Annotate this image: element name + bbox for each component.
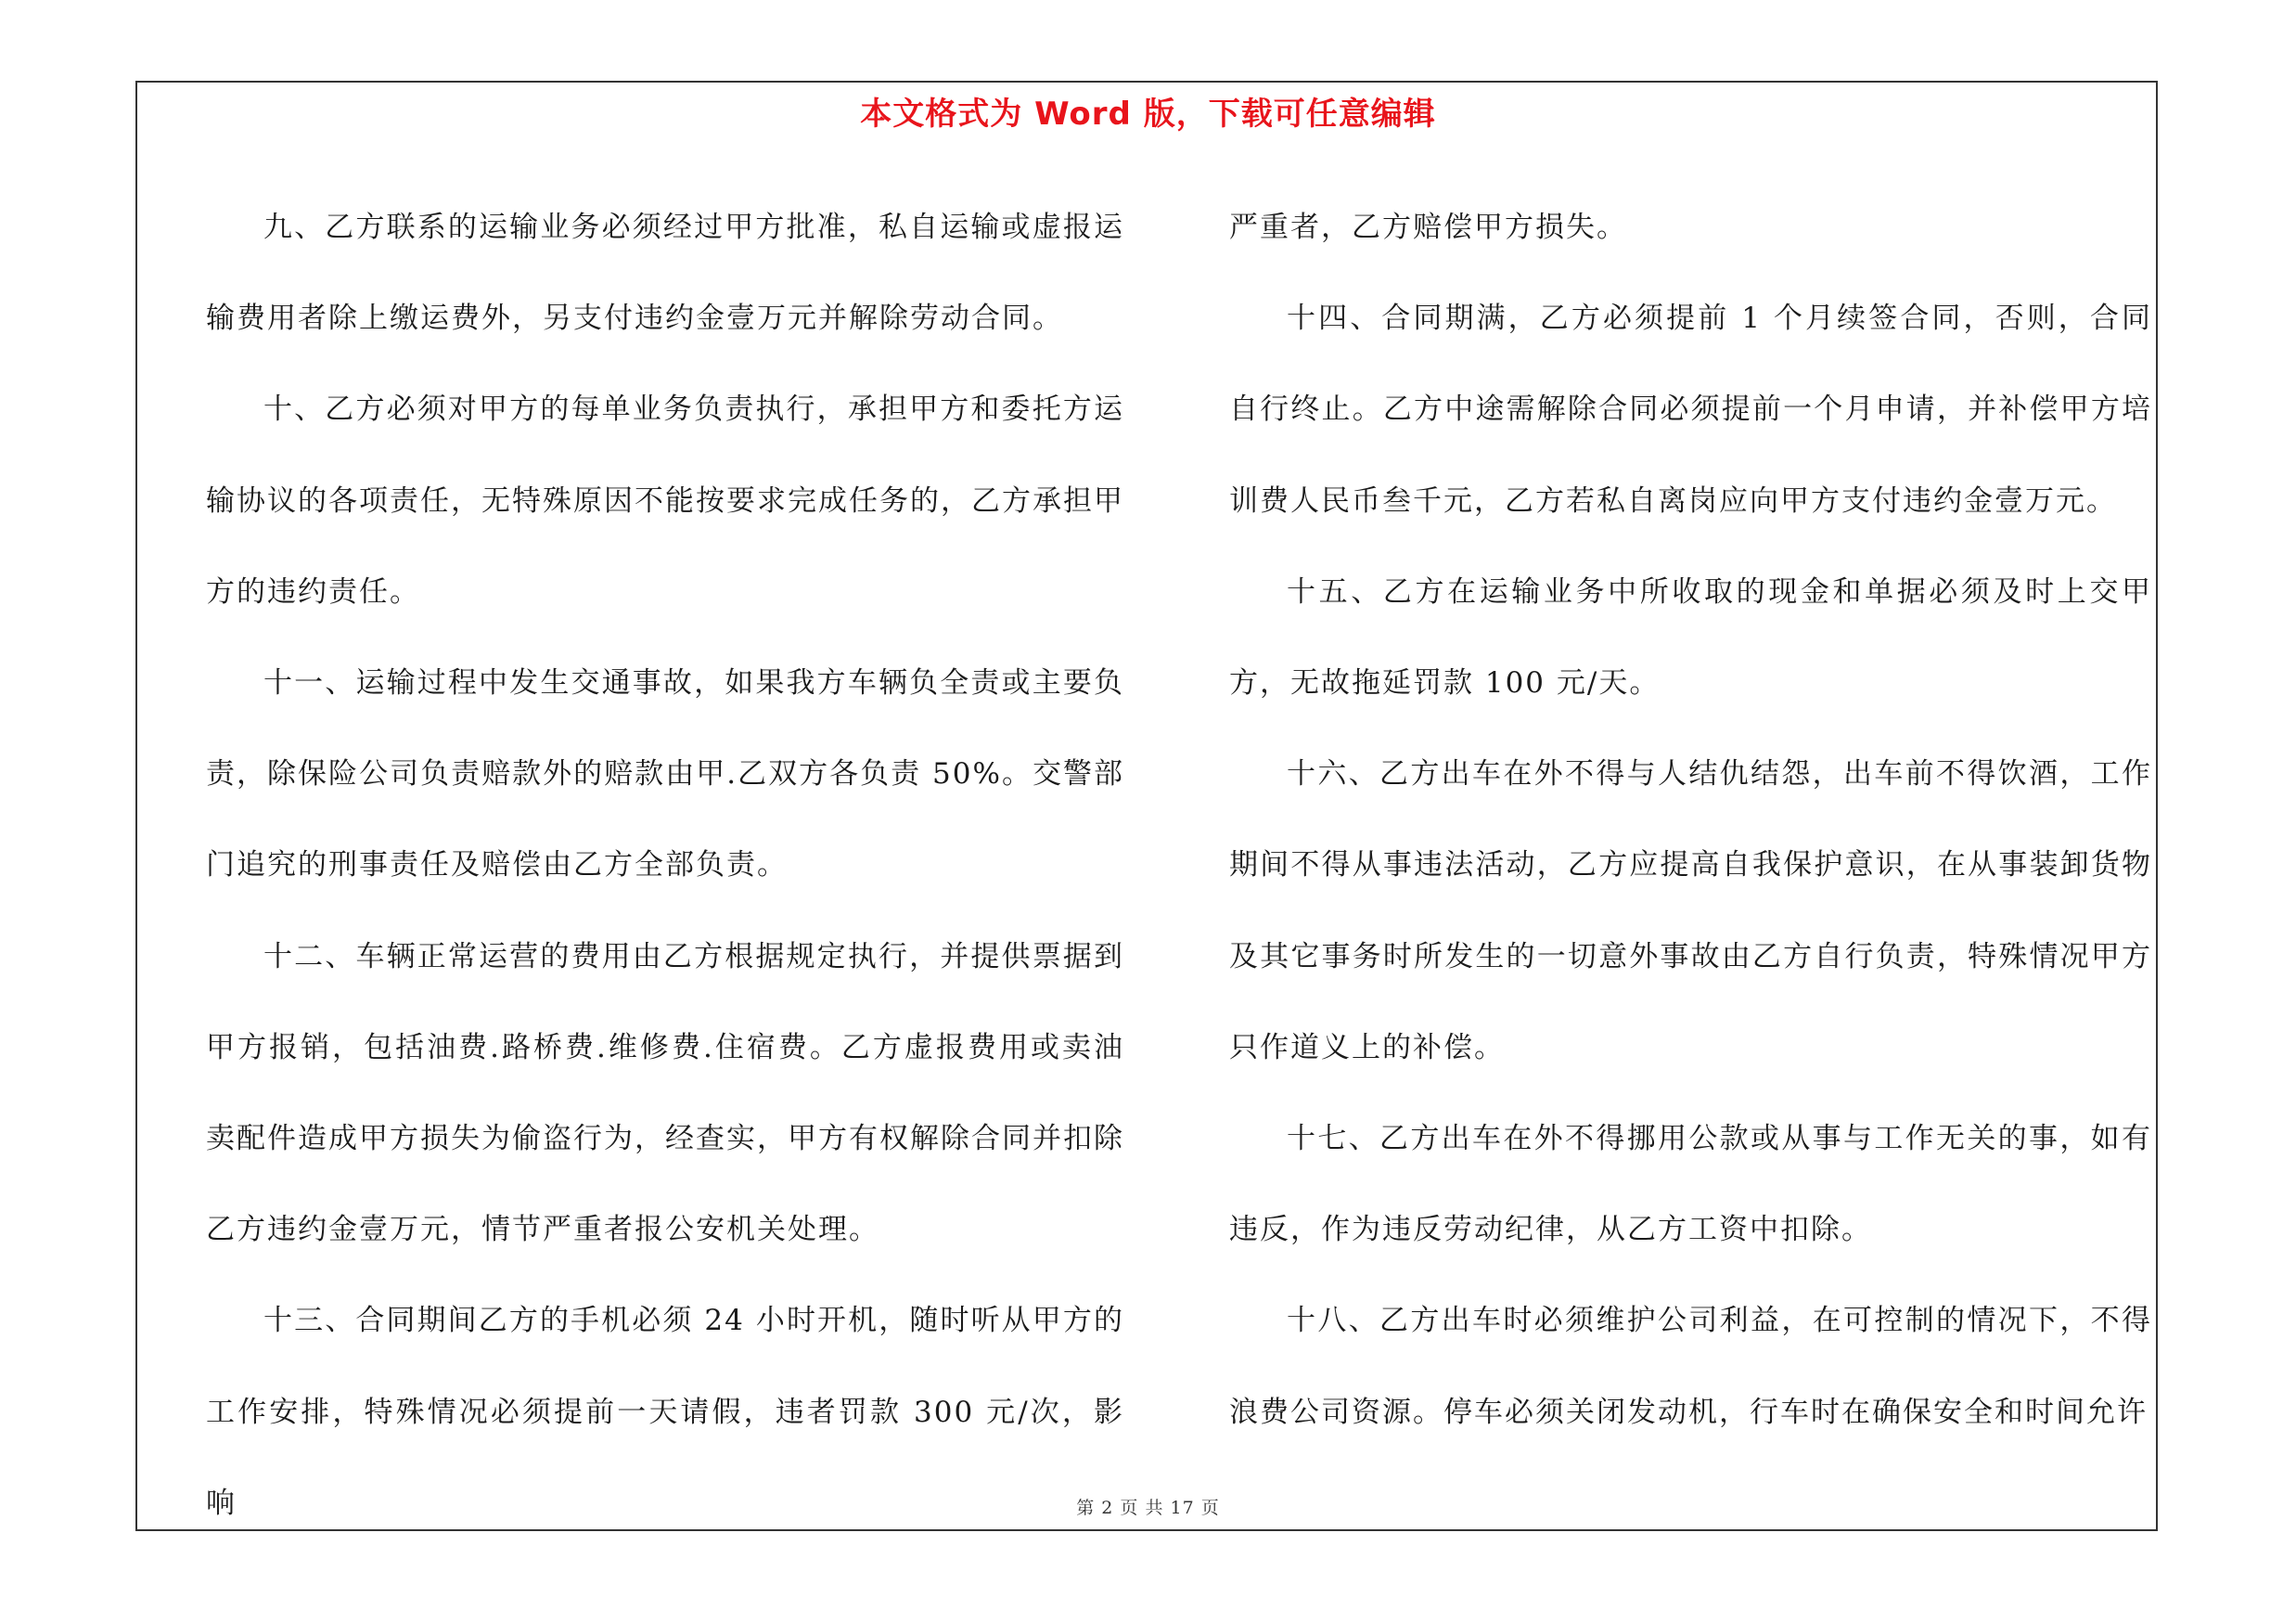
clause-16: 十六、乙方出车在外不得与人结仇结怨，出车前不得饮酒，工作期间不得从事违法活动，乙方应提高自我保护意识，在从事装卸货物及其它事务时所发生的一切意外事故由乙方自行负责，特殊情况甲方只作道义上的补偿。 [1229, 757, 2152, 1064]
clause-13-continuation: 严重者，乙方赔偿甲方损失。 [1229, 211, 1627, 244]
clause-14: 十四、合同期满，乙方必须提前 1 个月续签合同，否则，合同自行终止。乙方中途需解除合同必须提前一个月申请，并补偿甲方培训费人民币叁千元，乙方若私自离岗应向甲方支付违约金壹万元。 [1229, 302, 2152, 518]
clause-11: 十一、运输过程中发生交通事故，如果我方车辆负全责或主要负责，除保险公司负责赔款外的赔款由甲.乙双方各负责 50%。交警部门追究的刑事责任及赔偿由乙方全部负责。 [206, 666, 1124, 882]
clause-9: 九、乙方联系的运输业务必须经过甲方批准，私自运输或虚报运输费用者除上缴运费外，另支付违约金壹万元并解除劳动合同。 [206, 211, 1124, 336]
clause-18: 十八、乙方出车时必须维护公司利益，在可控制的情况下，不得浪费公司资源。停车必须关闭发动机，行车时在确保安全和时间允许 [1229, 1304, 2152, 1429]
format-notice-banner: 本文格式为 Word 版，下载可任意编辑 [860, 96, 1436, 133]
clause-12: 十二、车辆正常运营的费用由乙方根据规定执行，并提供票据到甲方报销，包括油费.路桥费.维修费.住宿费。乙方虚报费用或卖油卖配件造成甲方损失为偷盗行为，经查实，甲方有权解除合同并扣除乙方违约金壹万元，情节严重者报公安机关处理。 [206, 939, 1124, 1247]
clause-17: 十七、乙方出车在外不得挪用公款或从事与工作无关的事，如有违反，作为违反劳动纪律，从乙方工资中扣除。 [1229, 1122, 2152, 1247]
left-column [206, 182, 1124, 1549]
right-column [1229, 182, 2152, 1458]
clause-10: 十、乙方必须对甲方的每单业务负责执行，承担甲方和委托方运输协议的各项责任，无特殊原因不能按要求完成任务的，乙方承担甲方的违约责任。 [206, 393, 1124, 609]
page-number-footer: 第 2 页 共 17 页 [1076, 1498, 1220, 1518]
clause-15: 十五、乙方在运输业务中所收取的现金和单据必须及时上交甲方，无故拖延罚款 100 元/天。 [1229, 574, 2152, 701]
clause-13: 十三、合同期间乙方的手机必须 24 小时开机，随时听从甲方的工作安排，特殊情况必须提前一天请假，违者罚款 300 元/次，影响 [206, 1304, 1124, 1520]
